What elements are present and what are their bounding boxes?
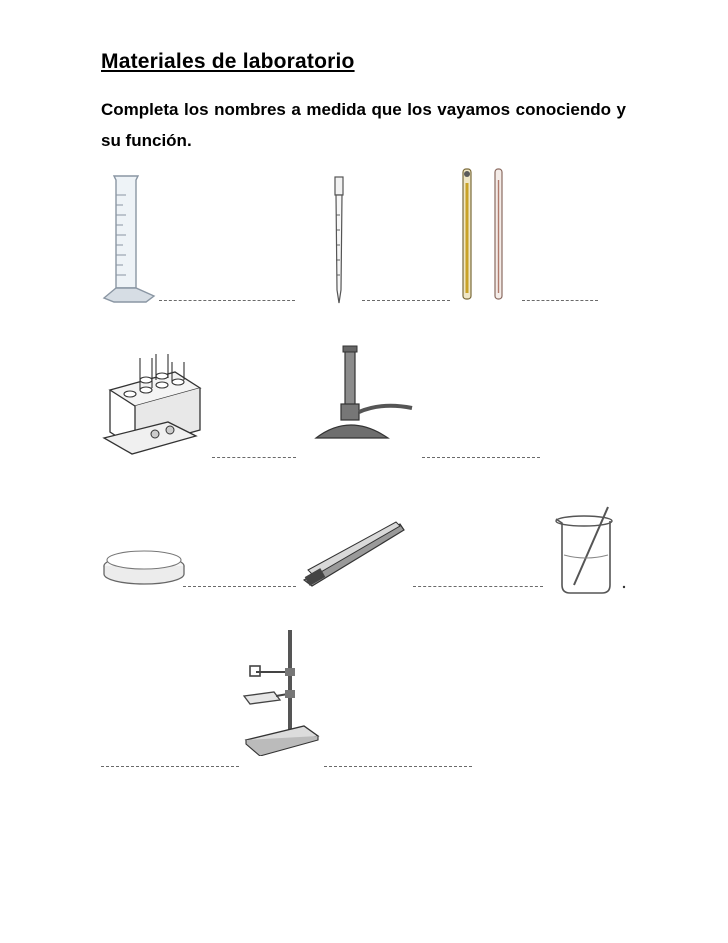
answer-blank-6[interactable]	[183, 586, 296, 587]
answer-blank-5[interactable]	[422, 457, 540, 458]
answer-blank-8[interactable]	[101, 766, 239, 767]
answer-blank-2[interactable]	[362, 300, 450, 301]
bunsen-burner-icon	[312, 342, 417, 447]
beaker-with-rod-icon	[550, 505, 632, 597]
thermometers-icon	[455, 165, 515, 305]
page-title: Materiales de laboratorio	[101, 50, 355, 73]
test-tube-rack-icon	[100, 350, 205, 462]
ring-stand-icon	[240, 628, 322, 756]
graduated-cylinder-icon	[100, 170, 160, 305]
answer-blank-4[interactable]	[212, 457, 296, 458]
tweezers-icon	[300, 518, 408, 590]
answer-blank-7[interactable]	[413, 586, 543, 587]
answer-blank-9[interactable]	[324, 766, 472, 767]
pipette-icon	[328, 175, 350, 305]
instructions-text: Completa los nombres a medida que los vayamos conociendo y su función.	[101, 100, 626, 150]
answer-blank-1[interactable]	[159, 300, 295, 301]
petri-dish-icon	[100, 540, 188, 590]
answer-blank-3[interactable]	[522, 300, 598, 301]
